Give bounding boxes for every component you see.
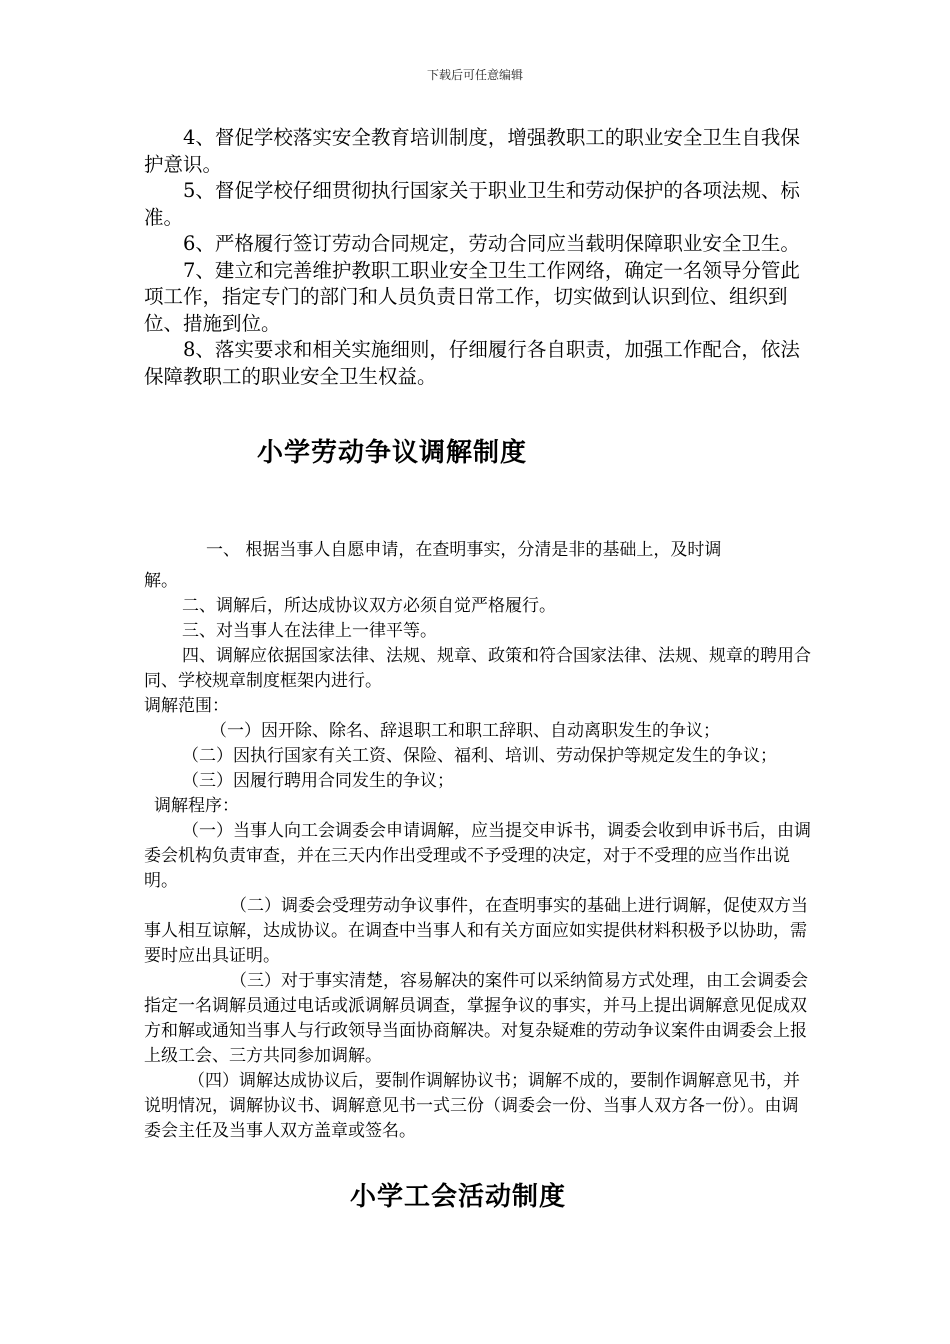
procedure-item-1: （一）当事人向工会调委会申请调解，应当提交申诉书，调委会收到申诉书后，由调委会机构负责审查，并在三天内作出受理或不予受理的决定，对于不受理的应当作出说明。 (144, 821, 811, 891)
rule-3: 三、对当事人在法律上一律平等。 (182, 621, 437, 641)
duty-item-6: 6、严格履行签订劳动合同规定，劳动合同应当载明保障职业安全卫生。 (183, 232, 800, 255)
section-title-union-activities: 小学工会活动制度 (350, 1182, 567, 1212)
scope-item-1: （一）因开除、除名、辞退职工和职工辞职、自动离职发生的争议； (210, 721, 720, 741)
scope-item-3: （三）因履行聘用合同发生的争议； (182, 771, 454, 791)
scope-item-2: （二）因执行国家有关工资、保险、福利、培训、劳动保护等规定发生的争议； (182, 746, 777, 766)
rule-1-continued: 解。 (144, 571, 178, 591)
rule-2: 二、调解后，所达成协议双方必须自觉严格履行。 (182, 596, 556, 616)
procedure-item-3: （三）对于事实清楚，容易解决的案件可以采纳简易方式处理，由工会调委会指定一名调解员通过电话或派调解员调查，掌握争议的事实，并马上提出调解意见促成双方和解或通知当事人与行政领导当面协商解决。对复杂疑难的劳动争议案件由调委会上报上级工会、三方共同参加调解。 (144, 971, 808, 1066)
procedure-item-2: （二）调委会受理劳动争议事件，在查明事实的基础上进行调解，促使双方当事人相互谅解，达成协议。在调查中当事人和有关方面应如实提供材料积极予以协助，需要时应出具证明。 (144, 896, 808, 966)
procedure-label: 调解程序： (154, 796, 239, 816)
mediation-rules (144, 538, 814, 1144)
procedure-item-4: （四）调解达成协议后，要制作调解协议书；调解不成的，要制作调解意见书，并说明情况，调解协议书、调解意见书一式三份（调委会一份、当事人双方各一份）。由调委会主任及当事人双方盖章或签名。 (144, 1071, 800, 1141)
duty-item-8: 8、落实要求和相关实施细则，仔细履行各自职责，加强工作配合，依法保障教职工的职业安全卫生权益。 (144, 338, 800, 388)
duty-item-5: 5、督促学校仔细贯彻执行国家关于职业卫生和劳动保护的各项法规、标准。 (144, 179, 800, 229)
scope-label: 调解范围： (144, 696, 229, 716)
duty-item-7: 7、建立和完善维护教职工职业安全卫生工作网络，确定一名领导分管此项工作，指定专门的部门和人员负责日常工作，切实做到认识到位、组织到位、措施到位。 (144, 258, 800, 335)
duty-item-4: 4、督促学校落实安全教育培训制度，增强教职工的职业安全卫生自我保护意识。 (144, 126, 800, 176)
rule-1: 一、 根据当事人自愿申请，在查明事实，分清是非的基础上，及时调 (206, 540, 722, 560)
safety-duties-list (144, 125, 810, 390)
section-title-mediation: 小学劳动争议调解制度 (257, 438, 528, 468)
page-header: 下载后可任意编辑 (426, 68, 523, 82)
rule-4: 四、调解应依据国家法律、法规、规章、政策和符合国家法律、法规、规章的聘用合同、学校规章制度框架内进行。 (144, 646, 811, 691)
